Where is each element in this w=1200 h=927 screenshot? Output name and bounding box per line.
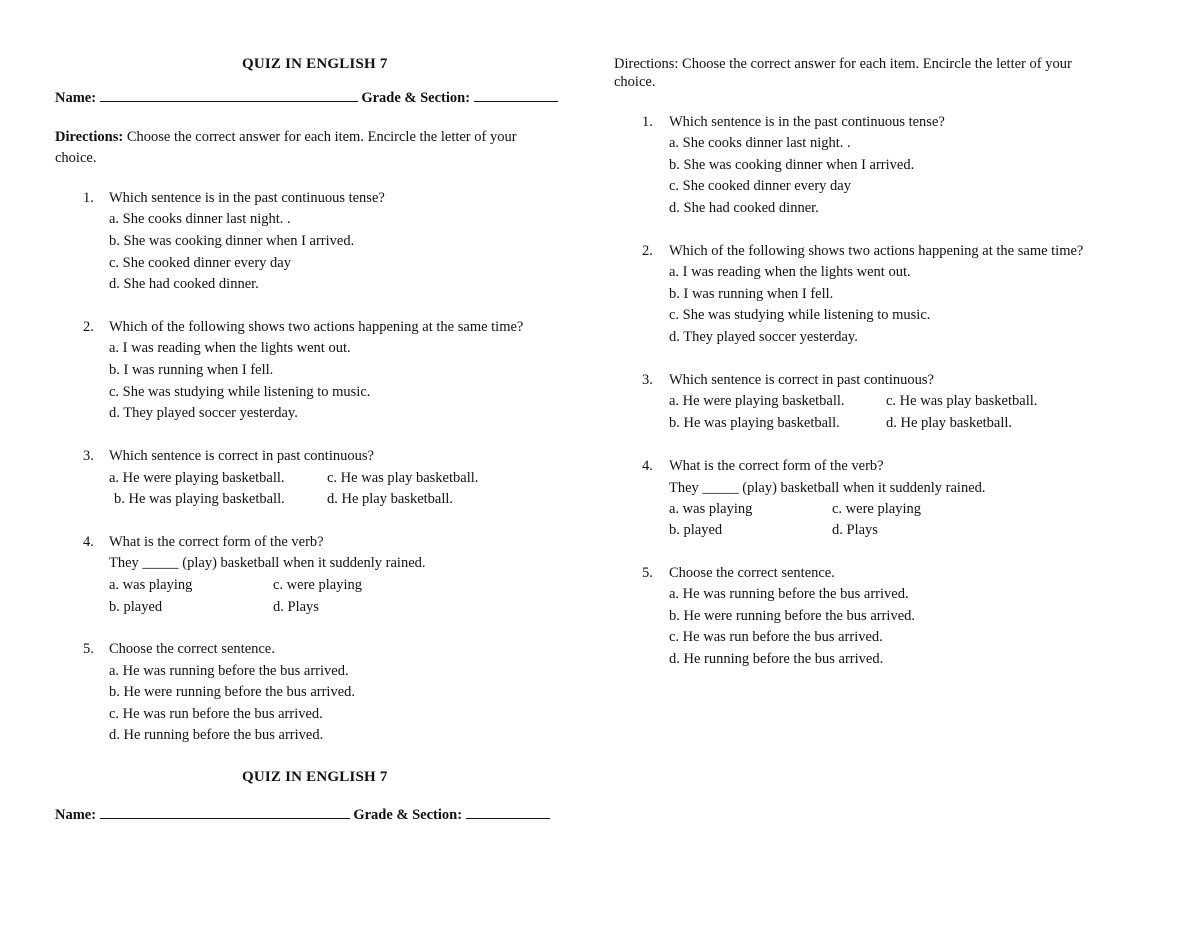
answer-option: b. She was cooking dinner when I arrived. <box>669 157 915 173</box>
name-blank[interactable] <box>100 89 358 102</box>
directions-text: Choose the correct answer for each item. Encircle the letter of your <box>123 129 517 145</box>
question-number: 4. <box>83 534 94 550</box>
answer-option: d. She had cooked dinner. <box>109 276 259 292</box>
name-label: Name: <box>55 90 97 106</box>
answer-option: d. Plays <box>273 599 319 615</box>
answer-option: a. She cooks dinner last night. . <box>669 135 851 151</box>
name-blank[interactable] <box>100 806 350 819</box>
question-stem: What is the correct form of the verb? <box>669 458 884 474</box>
question-number: 1. <box>83 190 94 206</box>
quiz-title: QUIZ IN ENGLISH 7 <box>242 56 388 72</box>
answer-option: d. He running before the bus arrived. <box>109 727 324 743</box>
answer-option: c. were playing <box>832 501 921 517</box>
question-number: 2. <box>83 319 94 335</box>
answer-option: a. She cooks dinner last night. . <box>109 211 291 227</box>
answer-option: d. They played soccer yesterday. <box>669 329 858 345</box>
grade-section-label: Grade & Section: <box>361 90 471 106</box>
answer-option: b. He was playing basketball. <box>114 491 285 507</box>
name-field <box>55 89 558 107</box>
question-stem: Choose the correct sentence. <box>669 565 835 581</box>
question-number: 2. <box>642 243 653 259</box>
name-label: Name: <box>55 807 97 823</box>
answer-option: d. He running before the bus arrived. <box>669 651 884 667</box>
question-stem: Choose the correct sentence. <box>109 641 275 657</box>
answer-option: d. She had cooked dinner. <box>669 200 819 216</box>
answer-option: c. She cooked dinner every day <box>669 178 851 194</box>
answer-option: b. I was running when I fell. <box>669 286 834 302</box>
answer-option: a. I was reading when the lights went out. <box>109 340 351 356</box>
question-number: 4. <box>642 458 653 474</box>
answer-option: d. He play basketball. <box>327 491 454 507</box>
question-stem: Which of the following shows two actions happening at the same time? <box>109 319 524 335</box>
answer-option: c. She was studying while listening to music. <box>109 384 371 400</box>
question-number: 5. <box>83 641 94 657</box>
answer-option: a. He was running before the bus arrived. <box>669 586 909 602</box>
answer-option: a. He were playing basketball. <box>669 393 845 409</box>
question-number: 1. <box>642 114 653 130</box>
answer-option: d. He play basketball. <box>886 415 1013 431</box>
question-stem: Which sentence is correct in past continuous? <box>669 372 934 388</box>
answer-option: b. He were running before the bus arrived. <box>109 684 356 700</box>
answer-option: a. was playing <box>669 501 753 517</box>
answer-option: b. played <box>109 599 163 615</box>
answer-option: a. I was reading when the lights went out. <box>669 264 911 280</box>
answer-option: c. He was run before the bus arrived. <box>669 629 883 645</box>
name-field-bottom <box>55 806 550 824</box>
question-sentence: They _____ (play) basketball when it suddenly rained. <box>669 480 986 496</box>
answer-option: a. was playing <box>109 577 193 593</box>
grade-section-label: Grade & Section: <box>353 807 463 823</box>
question-number: 3. <box>642 372 653 388</box>
question-sentence: They _____ (play) basketball when it suddenly rained. <box>109 555 426 571</box>
directions-text-2: choice. <box>55 150 97 166</box>
answer-option: b. I was running when I fell. <box>109 362 274 378</box>
answer-option: c. He was play basketball. <box>886 393 1038 409</box>
directions <box>55 129 517 146</box>
answer-option: b. He were running before the bus arrived. <box>669 608 916 624</box>
answer-option: d. They played soccer yesterday. <box>109 405 298 421</box>
answer-option: c. He was play basketball. <box>327 470 479 486</box>
directions-right-2: choice. <box>614 74 656 90</box>
grade-section-blank[interactable] <box>474 89 558 102</box>
answer-option: b. She was cooking dinner when I arrived. <box>109 233 355 249</box>
directions-label: Directions: <box>55 129 124 145</box>
answer-option: a. He were playing basketball. <box>109 470 285 486</box>
question-stem: Which sentence is in the past continuous tense? <box>669 114 945 130</box>
answer-option: d. Plays <box>832 522 878 538</box>
answer-option: c. She cooked dinner every day <box>109 255 291 271</box>
answer-option: c. were playing <box>273 577 362 593</box>
question-number: 5. <box>642 565 653 581</box>
answer-option: a. He was running before the bus arrived. <box>109 663 349 679</box>
answer-option: c. He was run before the bus arrived. <box>109 706 323 722</box>
grade-section-blank[interactable] <box>466 806 550 819</box>
directions-right: Directions: Choose the correct answer for each item. Encircle the letter of your <box>614 56 1072 72</box>
question-stem: Which of the following shows two actions happening at the same time? <box>669 243 1084 259</box>
quiz-title-bottom: QUIZ IN ENGLISH 7 <box>242 769 388 785</box>
question-stem: Which sentence is correct in past continuous? <box>109 448 374 464</box>
question-stem: What is the correct form of the verb? <box>109 534 324 550</box>
answer-option: c. She was studying while listening to music. <box>669 307 931 323</box>
answer-option: b. He was playing basketball. <box>669 415 840 431</box>
question-number: 3. <box>83 448 94 464</box>
answer-option: b. played <box>669 522 723 538</box>
question-stem: Which sentence is in the past continuous tense? <box>109 190 385 206</box>
